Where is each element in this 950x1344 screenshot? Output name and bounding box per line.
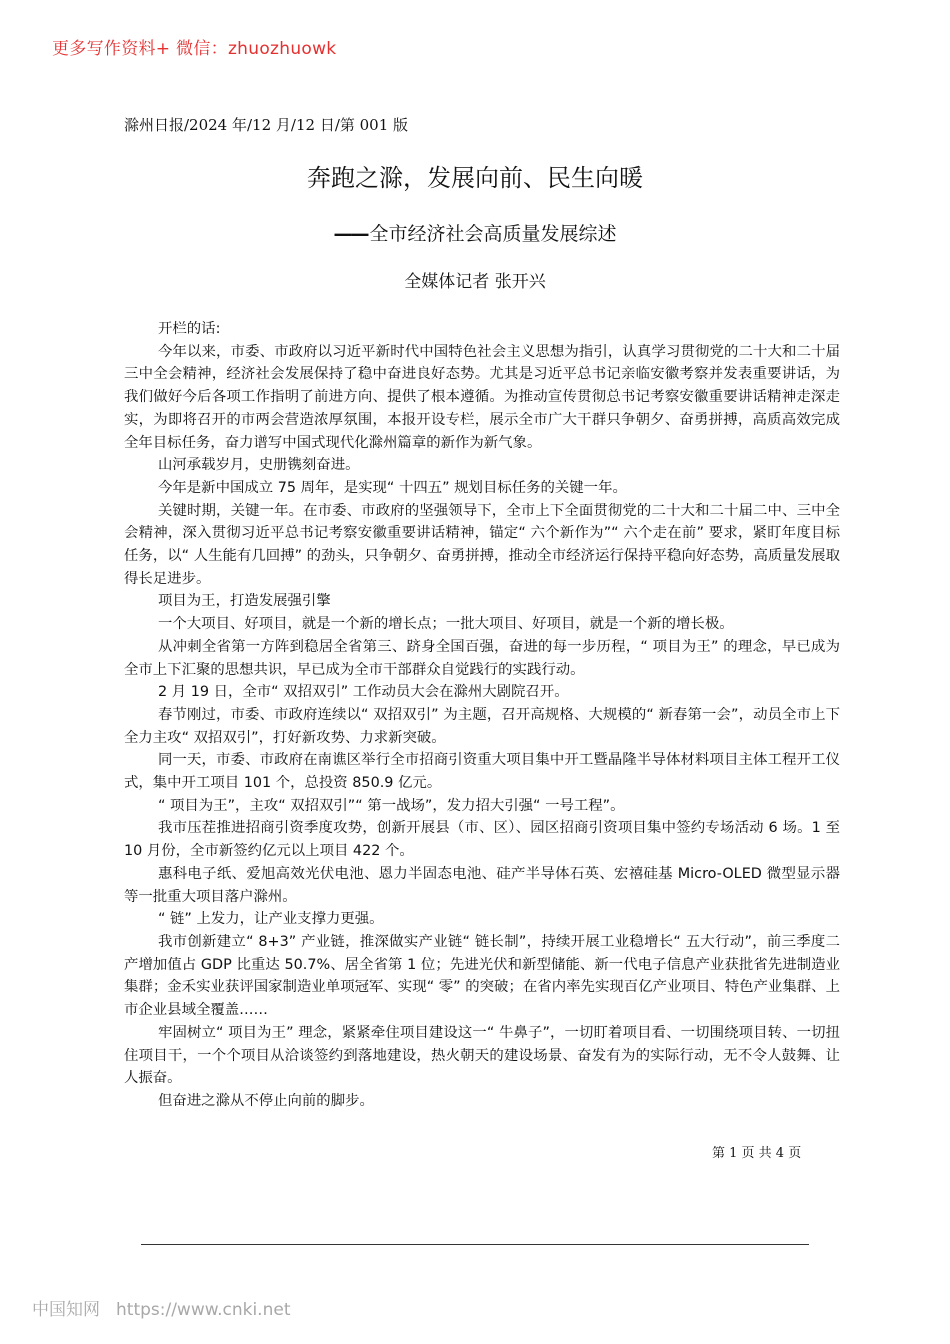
article-title: 奔跑之滁，发展向前、民生向暖 xyxy=(307,164,643,192)
article-body xyxy=(124,318,840,1113)
paragraph: 一个大项目、好项目，就是一个新的增长点；一批大项目、好项目，就是一个新的增长极。 xyxy=(158,616,734,633)
article-author: 全媒体记者 张开兴 xyxy=(404,272,546,292)
paragraph: 今年以来，市委、市政府以习近平新时代中国特色社会主义思想为指引，认真学习贯彻党的二十大和二十届三中全会精神，经济社会发展保持了稳中奋进良好态势。尤其是习近平总书记亲临安徽考察并发表重要讲话，为我们做好今后各项工作指明了前进方向、提供了根本遵循。为推动宣传贯彻总书记考察安徽重要讲话精神走深走实，为即将召开的市两会营造浓厚氛围，本报开设专栏，展示全市广大干群只争朝夕、奋勇拼搏，高质高效完成全年目标任务，奋力谱写中国式现代化滁州篇章的新作为新气象。 xyxy=(124,343,840,451)
promo-banner: 更多写作资料+ 微信：zhuozhuowk xyxy=(52,39,337,59)
section-heading: 项目为王，打造发展强引擎 xyxy=(158,593,331,610)
paragraph: “ 项目为王”，主攻“ 双招双引”“ 第一战场”，发力招大引强“ 一号工程”。 xyxy=(158,797,625,814)
paragraph: 我市创新建立“ 8+3” 产业链，推深做实产业链“ 链长制”，持续开展工业稳增长“ 五大行动”，前三季度二产增加值占 GDP 比重达 50.7%、居全省第 1 位；先进光伏和新型储能、新一代电子信息产业获批省先进制造业集群；金禾实业获评国家制造业单项冠军、实现“ 零” 的突破；在省内率先实现百亿产业项目、特色产业集群、上市企业县域全覆盖…… xyxy=(124,933,840,1019)
watermark-brand: 中国知网 xyxy=(32,1300,100,1320)
paragraph: 山河承载岁月，史册镌刻奋进。 xyxy=(158,457,360,474)
paragraph: 今年是新中国成立 75 周年，是实现“ 十四五” 规划目标任务的关键一年。 xyxy=(158,479,627,496)
paragraph: 春节刚过，市委、市政府连续以“ 双招双引” 为主题，召开高规格、大规模的“ 新春第一会”，动员全市上下全力主攻“ 双招双引”，打好新攻势、力求新突破。 xyxy=(124,706,840,746)
subtitle-dash: —— xyxy=(333,223,368,245)
publication-source-line: 滁州日报/2024 年/12 月/12 日/第 001 版 xyxy=(124,116,409,134)
subtitle-text: 全市经济社会高质量发展综述 xyxy=(369,223,617,245)
paragraph: “ 链” 上发力，让产业支撑力更强。 xyxy=(158,911,384,928)
page-number: 第 1 页 共 4 页 xyxy=(712,1146,802,1161)
paragraph: 关键时期，关键一年。在市委、市政府的坚强领导下，全市上下全面贯彻党的二十大和二十届二中、三中全会精神，深入贯彻习近平总书记考察安徽重要讲话精神，锚定“ 六个新作为”“ 六个走在前” 要求，紧盯年度目标任务，以“ 人生能有几回搏” 的劲头，只争朝夕、奋勇拼搏，推动全市经济运行保持平稳向好态势，高质量发展取得长足进步。 xyxy=(124,502,840,587)
cnki-watermark xyxy=(32,1295,290,1320)
footer-divider xyxy=(141,1244,809,1245)
paragraph: 牢固树立“ 项目为王” 理念，紧紧牵住项目建设这一“ 牛鼻子”，一切盯着项目看、一切围绕项目转、一切扭住项目干，一个个项目从洽谈签约到落地建设，热火朝天的建设场景、奋发有为的实际行动，无不令人鼓舞、让人振奋。 xyxy=(124,1024,840,1087)
paragraph: 我市压茬推进招商引资季度攻势，创新开展县（市、区）、园区招商引资项目集中签约专场活动 6 场。1 至 10 月份，全市新签约亿元以上项目 422 个。 xyxy=(124,820,840,860)
paragraph: 但奋进之滁从不停止向前的脚步。 xyxy=(158,1092,374,1109)
paragraph: 惠科电子纸、爱旭高效光伏电池、恩力半固态电池、硅产半导体石英、宏禧硅基 Micro-OLED 微型显示器等一批重大项目落户滁州。 xyxy=(124,865,840,905)
article-subtitle xyxy=(0,219,950,246)
paragraph: 2 月 19 日，全市“ 双招双引” 工作动员大会在滁州大剧院召开。 xyxy=(158,684,569,701)
paragraph: 从冲刺全省第一方阵到稳居全省第三、跻身全国百强，奋进的每一步历程，“ 项目为王” 的理念，早已成为全市上下汇聚的思想共识，早已成为全市干部群众自觉践行的实践行动。 xyxy=(124,638,840,678)
paragraph-column-intro: 开栏的话: xyxy=(158,321,221,337)
paragraph: 同一天，市委、市政府在南谯区举行全市招商引资重大项目集中开工暨晶隆半导体材料项目主体工程开工仪式，集中开工项目 101 个，总投资 850.9 亿元。 xyxy=(124,752,840,792)
watermark-url: https://www.cnki.net xyxy=(116,1300,291,1320)
